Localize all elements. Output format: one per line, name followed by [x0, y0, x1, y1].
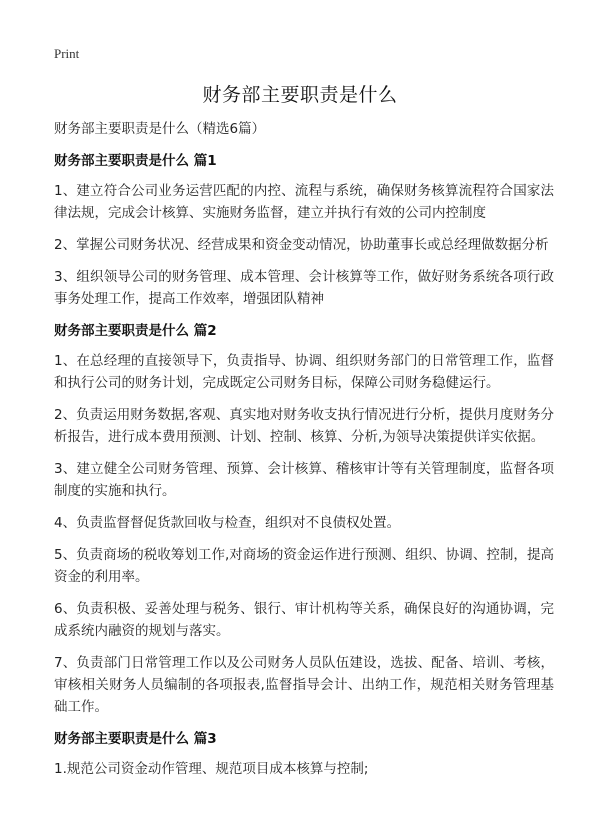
paragraph: 5、负责商场的税收筹划工作,对商场的资金运作进行预测、组织、协调、控制，提高资金的利用率。 [54, 547, 554, 585]
paragraph: 7、负责部门日常管理工作以及公司财务人员队伍建设，选拔、配备、培训、考核，审核相关财务人员编制的各项报表,监督指导会计、出纳工作，规范相关财务管理基础工作。 [54, 655, 554, 715]
print-label: Print [54, 46, 80, 61]
page-title: 财务部主要职责是什么 [202, 84, 398, 106]
section-2 [54, 320, 554, 718]
document-body [54, 118, 554, 790]
section-heading: 财务部主要职责是什么 篇1 [54, 153, 217, 169]
paragraph: 1.规范公司资金动作管理、规范项目成本核算与控制; [54, 761, 369, 777]
paragraph: 3、组织领导公司的财务管理、成本管理、会计核算等工作，做好财务系统各项行政事务处理工作，提高工作效率，增强团队精神 [54, 269, 554, 307]
section-1 [54, 150, 554, 310]
document-subtitle: 财务部主要职责是什么（精选6篇） [54, 121, 266, 137]
paragraph: 1、建立符合公司业务运营匹配的内控、流程与系统，确保财务核算流程符合国家法律法规，完成会计核算、实施财务监督，建立并执行有效的公司内控制度 [54, 183, 554, 221]
section-heading: 财务部主要职责是什么 篇3 [54, 731, 217, 747]
paragraph: 3、建立健全公司财务管理、预算、会计核算、稽核审计等有关管理制度，监督各项制度的实施和执行。 [54, 461, 554, 499]
paragraph: 2、掌握公司财务状况、经营成果和资金变动情况，协助董事长或总经理做数据分析 [54, 237, 549, 253]
paragraph: 4、负责监督督促货款回收与检查，组织对不良债权处置。 [54, 515, 401, 531]
paragraph: 2、负责运用财务数据,客观、真实地对财务收支执行情况进行分析，提供月度财务分析报告，进行成本费用预测、计划、控制、核算、分析,为领导决策提供详实依据。 [54, 407, 554, 445]
paragraph: 1、在总经理的直接领导下，负责指导、协调、组织财务部门的日常管理工作，监督和执行公司的财务计划，完成既定公司财务目标，保障公司财务稳健运行。 [54, 353, 554, 391]
paragraph: 6、负责积极、妥善处理与税务、银行、审计机构等关系，确保良好的沟通协调，完成系统内融资的规划与落实。 [54, 601, 554, 639]
section-3 [54, 728, 554, 780]
section-heading: 财务部主要职责是什么 篇2 [54, 323, 217, 339]
